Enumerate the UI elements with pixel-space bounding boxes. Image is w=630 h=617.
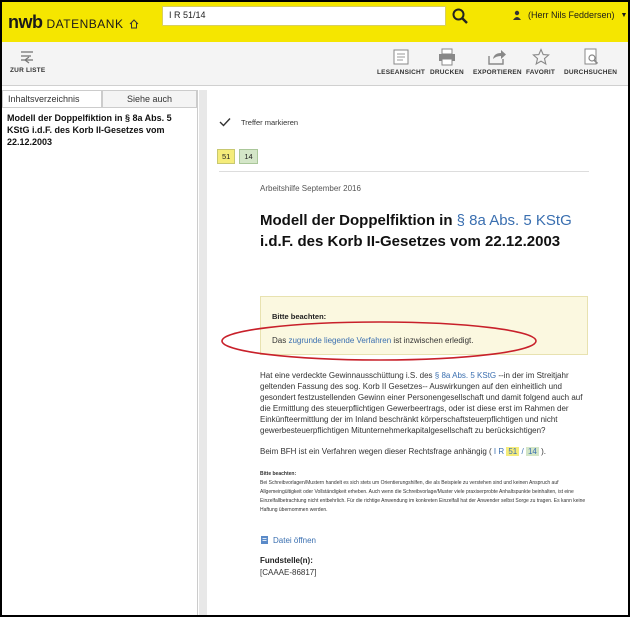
reference-number: 51 [508, 447, 518, 456]
tab-table-of-contents[interactable]: Inhaltsverzeichnis [2, 90, 102, 107]
document-search-icon [582, 48, 600, 66]
bfh-paragraph [260, 446, 590, 457]
file-icon [260, 535, 269, 545]
logo-sub: DATENBANK [46, 16, 124, 31]
notice-text-part: ist inzwischen erledigt. [391, 336, 474, 345]
export-button[interactable] [473, 48, 522, 76]
hit-tags [217, 149, 258, 164]
top-bar [2, 2, 628, 42]
list-icon [19, 48, 37, 64]
nwb-logo[interactable] [8, 12, 139, 33]
read-view-button[interactable] [377, 48, 425, 76]
toc-item[interactable]: Modell der Doppelfiktion in § 8a Abs. 5 KStG i.d.F. des Korb II-Gesetzes vom 22.12.2003 [7, 113, 172, 147]
star-icon [532, 48, 550, 66]
source-value: [CAAAE-86817] [260, 568, 317, 577]
user-icon [512, 10, 522, 20]
search-document-label: DURCHSUCHEN [564, 69, 618, 76]
favorite-button[interactable] [526, 48, 555, 76]
panel-divider [199, 90, 207, 617]
paragraph-text: Hat eine verdeckte Gewinnausschüttung i.S. des [260, 371, 435, 380]
export-label: EXPORTIEREN [473, 69, 522, 76]
search-document-button[interactable] [564, 48, 617, 76]
toolbar [2, 42, 628, 86]
print-label: DRUCKEN [430, 69, 464, 76]
checkmark-icon [217, 114, 233, 130]
back-to-list-label: ZUR LISTE [10, 67, 46, 74]
read-view-icon [392, 48, 410, 66]
read-view-label: LESEANSICHT [377, 69, 426, 76]
document-header [260, 184, 590, 252]
favorite-label: FAVORIT [526, 69, 556, 76]
user-name: (Herr Nils Feddersen) [528, 10, 615, 20]
notice-heading: Bitte beachten: [272, 312, 327, 321]
tab-see-also[interactable]: Siehe auch [102, 90, 197, 107]
divider [219, 171, 589, 172]
document-date: Arbeitshilfe September 2016 [260, 184, 361, 193]
source-heading: Fundstelle(n): [260, 556, 313, 565]
reference-prefix: I R [493, 447, 507, 456]
notice-box [260, 296, 588, 355]
bfh-reference-link[interactable] [494, 447, 539, 456]
user-menu[interactable] [512, 10, 627, 20]
title-text: Modell der Doppelfiktion in [260, 212, 457, 229]
paragraph-text: --in der im Streitjahr geltenden Fassung des sog. Korb II Gesetzes-- Auswirkungen auf den einheitlich und gesondert festzustellenden Gewinn einer Personengesellschaft und damit folgend auch auf die Ermittlung des steuerpflichtigen Gewerbeertrags, oder ist diese erst im Rahmen der Einkünfteermittlung der im Inland beschränkt körperschaftsteuerpflichtigen und nicht gewerbesteuerpflichtigen Mitunternehmerkapitalgesellschaft zu berücksichtigen? [260, 371, 583, 435]
reference-separator: / [519, 447, 526, 456]
paragraph-text: Beim BFH ist ein Verfahren wegen dieser Rechtsfrage anhängig ( [260, 447, 494, 456]
hit-tag[interactable]: 14 [239, 149, 257, 164]
sidebar [2, 90, 198, 617]
mark-hits-toggle[interactable] [217, 114, 298, 130]
logo-main: nwb [8, 11, 43, 32]
document-title [260, 210, 590, 252]
procedure-link[interactable]: zugrunde liegende Verfahren [288, 336, 392, 345]
mark-hits-label: Treffer markieren [241, 117, 299, 127]
notice-text [272, 336, 473, 345]
question-paragraph [260, 370, 590, 436]
back-to-list-button[interactable] [10, 48, 45, 74]
search-icon [452, 8, 468, 24]
reference-year: 14 [527, 447, 537, 456]
search-button[interactable] [450, 5, 470, 27]
notice-text-part: Das [272, 336, 289, 345]
law-link[interactable]: § 8a Abs. 5 KStG [434, 371, 497, 380]
document-panel [207, 90, 628, 617]
open-file-link[interactable] [260, 535, 316, 545]
home-icon[interactable] [129, 19, 139, 29]
print-button[interactable] [430, 48, 464, 76]
disclaimer-heading: Bitte beachten: [260, 471, 297, 477]
disclaimer-text: Bei Schreibvorlagen/Mustern handelt es sich stets um Orientierungshilfen, die als Beispiele zu verstehen sind und keinen Anspruch auf Allgemeingültigkeit oder Vollständigkeit erheben. Auch wenn die Schreibvorlage/Muster viele praxiserprobte Anhaltspunkte beinhalten, ist eine Einzelfallbetrachtung nicht entbehrlich. Für die richtige Anwendung im konkreten Einzelfall hat der Anwender selbst Sorge zu tragen. Es kann keine Haftung übernommen werden. [260, 480, 586, 513]
open-file-label: Datei öffnen [273, 535, 316, 545]
export-icon [487, 48, 507, 66]
paragraph-text: ). [538, 447, 546, 456]
title-law-link[interactable]: § 8a Abs. 5 KStG [456, 212, 572, 229]
print-icon [437, 48, 457, 66]
sidebar-tabs [2, 90, 197, 108]
search-input[interactable]: I R 51/14 [162, 6, 446, 26]
chevron-down-icon: ▼ [620, 11, 628, 19]
title-text: i.d.F. des Korb II-Gesetzes vom 22.12.2003 [260, 233, 561, 250]
hit-tag[interactable]: 51 [217, 149, 235, 164]
disclaimer [260, 470, 590, 515]
